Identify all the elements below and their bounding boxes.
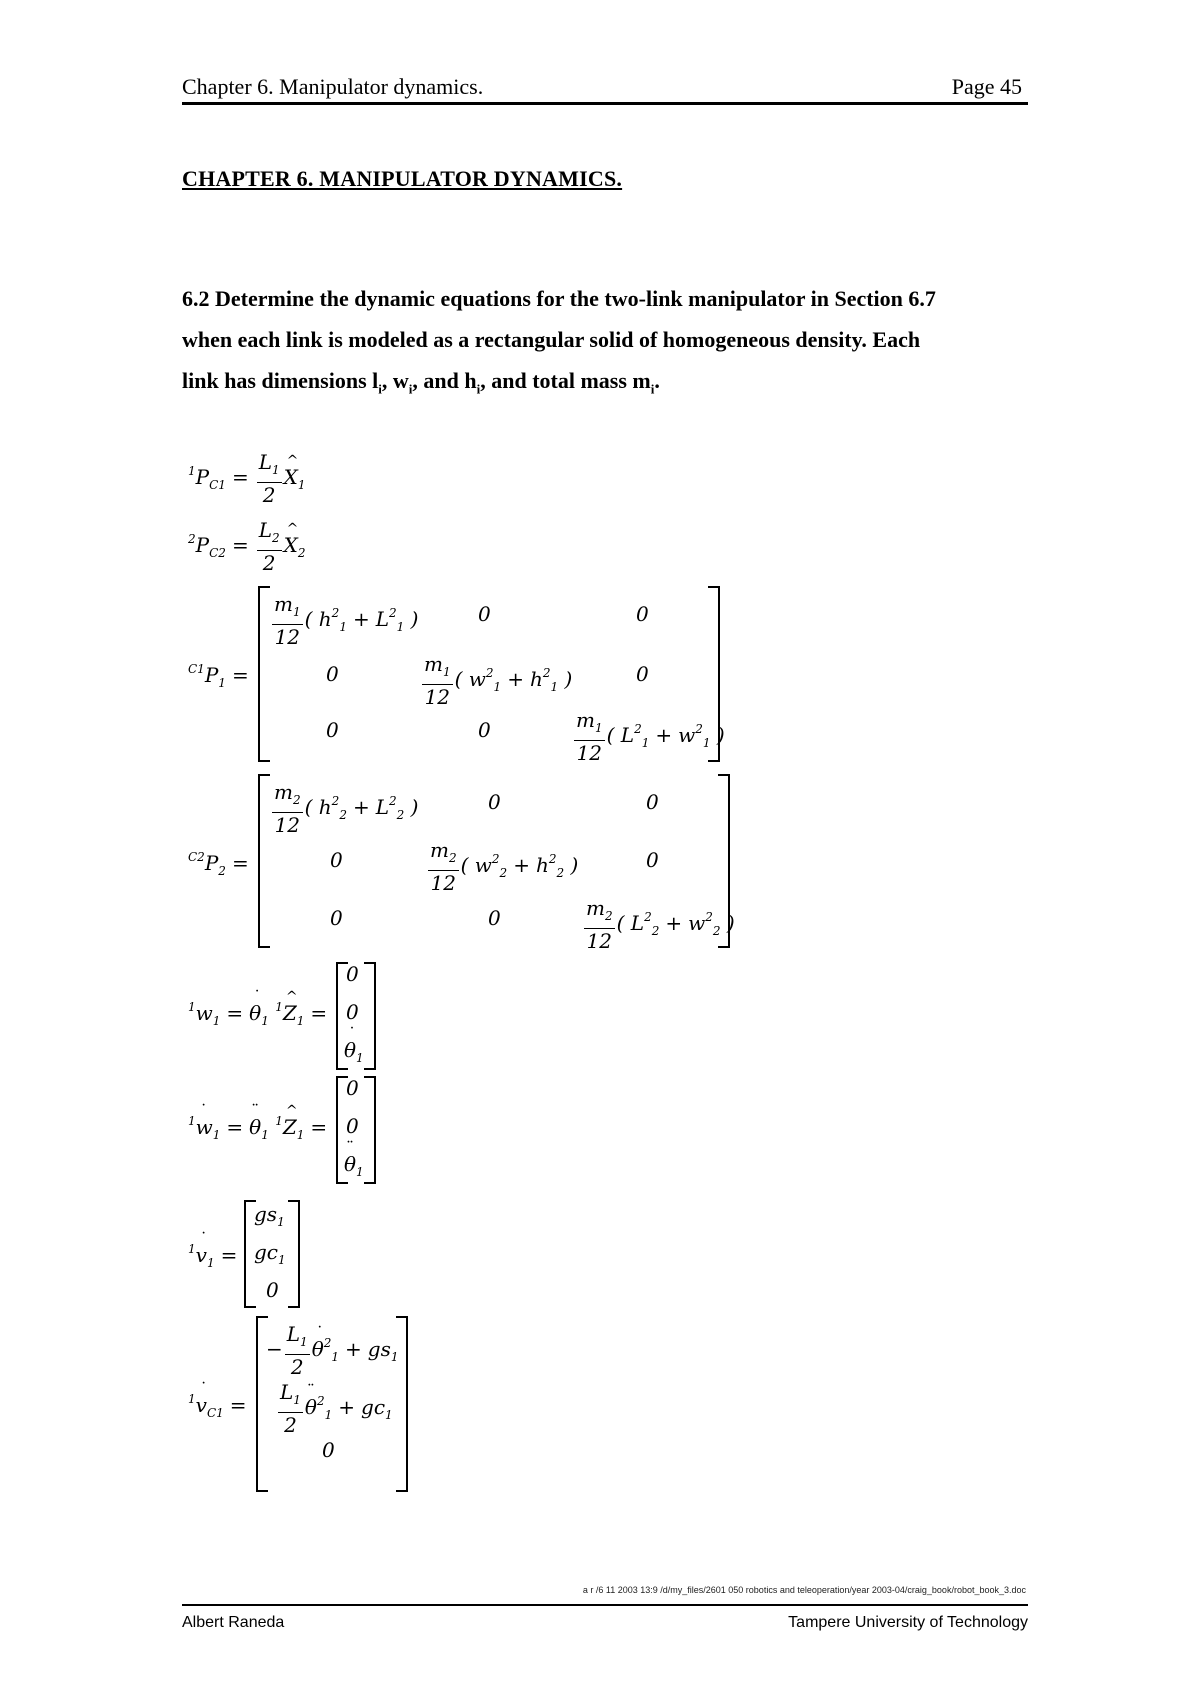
omega-dot-cell-3: ¨ $\theta_1$ [344,1152,364,1179]
page-footer [182,1604,1028,1631]
matrix-1-cell-31: 0 [326,718,339,742]
omega-dot-cell-1: 0 [346,1076,359,1100]
matrix-1-left-bracket [258,586,270,762]
footer-file-path: a r /6 11 2003 13:9 /d/my_files/2601 050 robotics and teleoperation/year 2003-04/craig_book/robot_book_3.doc [582,1585,1026,1595]
problem-line-3: link has dimensions $l_i$, $w_i$, and $h_i$, and total mass $m_i$. [182,368,660,397]
vdot-cell-3: 0 [266,1278,279,1302]
chapter-title: CHAPTER 6. MANIPULATOR DYNAMICS. [182,166,623,191]
matrix-2-left-bracket [258,774,270,948]
equation-angular-acceleration: $^1$˙ $w_1$ =¨ $\theta_1$ $^1$^ $Z_1$ = [188,1114,333,1142]
matrix-1-cell-33: $\frac{m_1}{12}$ ( $L^2_1 + w^2_1$ ) [576,708,725,765]
vdot-cell-1: $gs_1$ [254,1202,285,1229]
footer-author: Albert Raneda [182,1614,285,1631]
vdot-cell-2: $gc_1$ [254,1240,286,1267]
vdot-c1-cell-2: $\frac{L_1}{2}$ ¨ $\theta^2_1 + gc_1$ [276,1380,393,1437]
matrix-2-cell-13: 0 [646,790,659,814]
matrix-2-cell-33: $\frac{m_2}{12}$ ( $L^2_2 + w^2_2$ ) [586,896,735,953]
problem-line-1: 6.2 Determine the dynamic equations for the two-link manipulator in Section 6.7 [182,286,936,311]
equation-com-acceleration: $^1$˙ $v_{C1}$ = [188,1392,253,1420]
problem-line-2: when each link is modeled as a rectangular solid of homogeneous density. Each [182,327,921,352]
matrix-1-cell-22: $\frac{m_1}{12}$ ( $w^2_1 + h^2_1$ ) [424,652,573,709]
inertia-tensor-1-label: $^{C1}P_1$ = [188,662,249,690]
omega-cell-1: 0 [346,962,359,986]
matrix-1-cell-11: $\frac{m_1}{12}$ ( $h^2_1 + L^2_1$ ) [274,592,419,649]
page-header [182,70,1028,105]
omega-cell-3: ˙ $\theta_1$ [344,1038,364,1065]
matrix-1-cell-21: 0 [326,662,339,686]
equation-p-c2: $^2P_{C2}$ = $\frac{L_2}{2}$ ^ $X_2$ [188,518,306,575]
vdot-c1-cell-3: 0 [322,1438,335,1462]
matrix-2-cell-22: $\frac{m_2}{12}$ ( $w^2_2 + h^2_2$ ) [430,838,579,895]
inertia-tensor-2-label: $^{C2}P_2$ = [188,850,249,878]
equation-linear-acceleration: $^1$˙ $v_1$ = [188,1242,243,1270]
header-page-number: Page 45 [951,74,1022,99]
omega-dot-right-bracket [364,1076,376,1184]
matrix-1-cell-13: 0 [636,602,649,626]
matrix-1-cell-23: 0 [636,662,649,686]
vdot-right-bracket [288,1200,300,1308]
header-chapter: Chapter 6. Manipulator dynamics. [182,74,484,99]
omega-cell-2: 0 [346,1000,359,1024]
omega-dot-cell-2: 0 [346,1114,359,1138]
matrix-1-cell-12: 0 [478,602,491,626]
matrix-2-cell-32: 0 [488,906,501,930]
equation-angular-velocity: $^1w_1$ =˙ $\theta_1$ $^1$^ $Z_1$ = [188,1000,333,1028]
equation-p-c1: $^1P_{C1}$ = $\frac{L_1}{2}$ ^ $X_1$ [188,450,306,507]
problem-statement [182,278,1032,409]
matrix-2-cell-21: 0 [330,848,343,872]
omega-right-bracket [364,962,376,1070]
vdot-c1-cell-1: − $\frac{L_1}{2}$ ˙ $\theta^2_1 + gs_1$ [266,1322,399,1379]
matrix-2-cell-23: 0 [646,848,659,872]
matrix-2-cell-31: 0 [330,906,343,930]
footer-institution: Tampere University of Technology [788,1614,1028,1631]
matrix-2-cell-11: $\frac{m_2}{12}$ ( $h^2_2 + L^2_2$ ) [274,780,419,837]
matrix-1-cell-32: 0 [478,718,491,742]
matrix-2-cell-12: 0 [488,790,501,814]
